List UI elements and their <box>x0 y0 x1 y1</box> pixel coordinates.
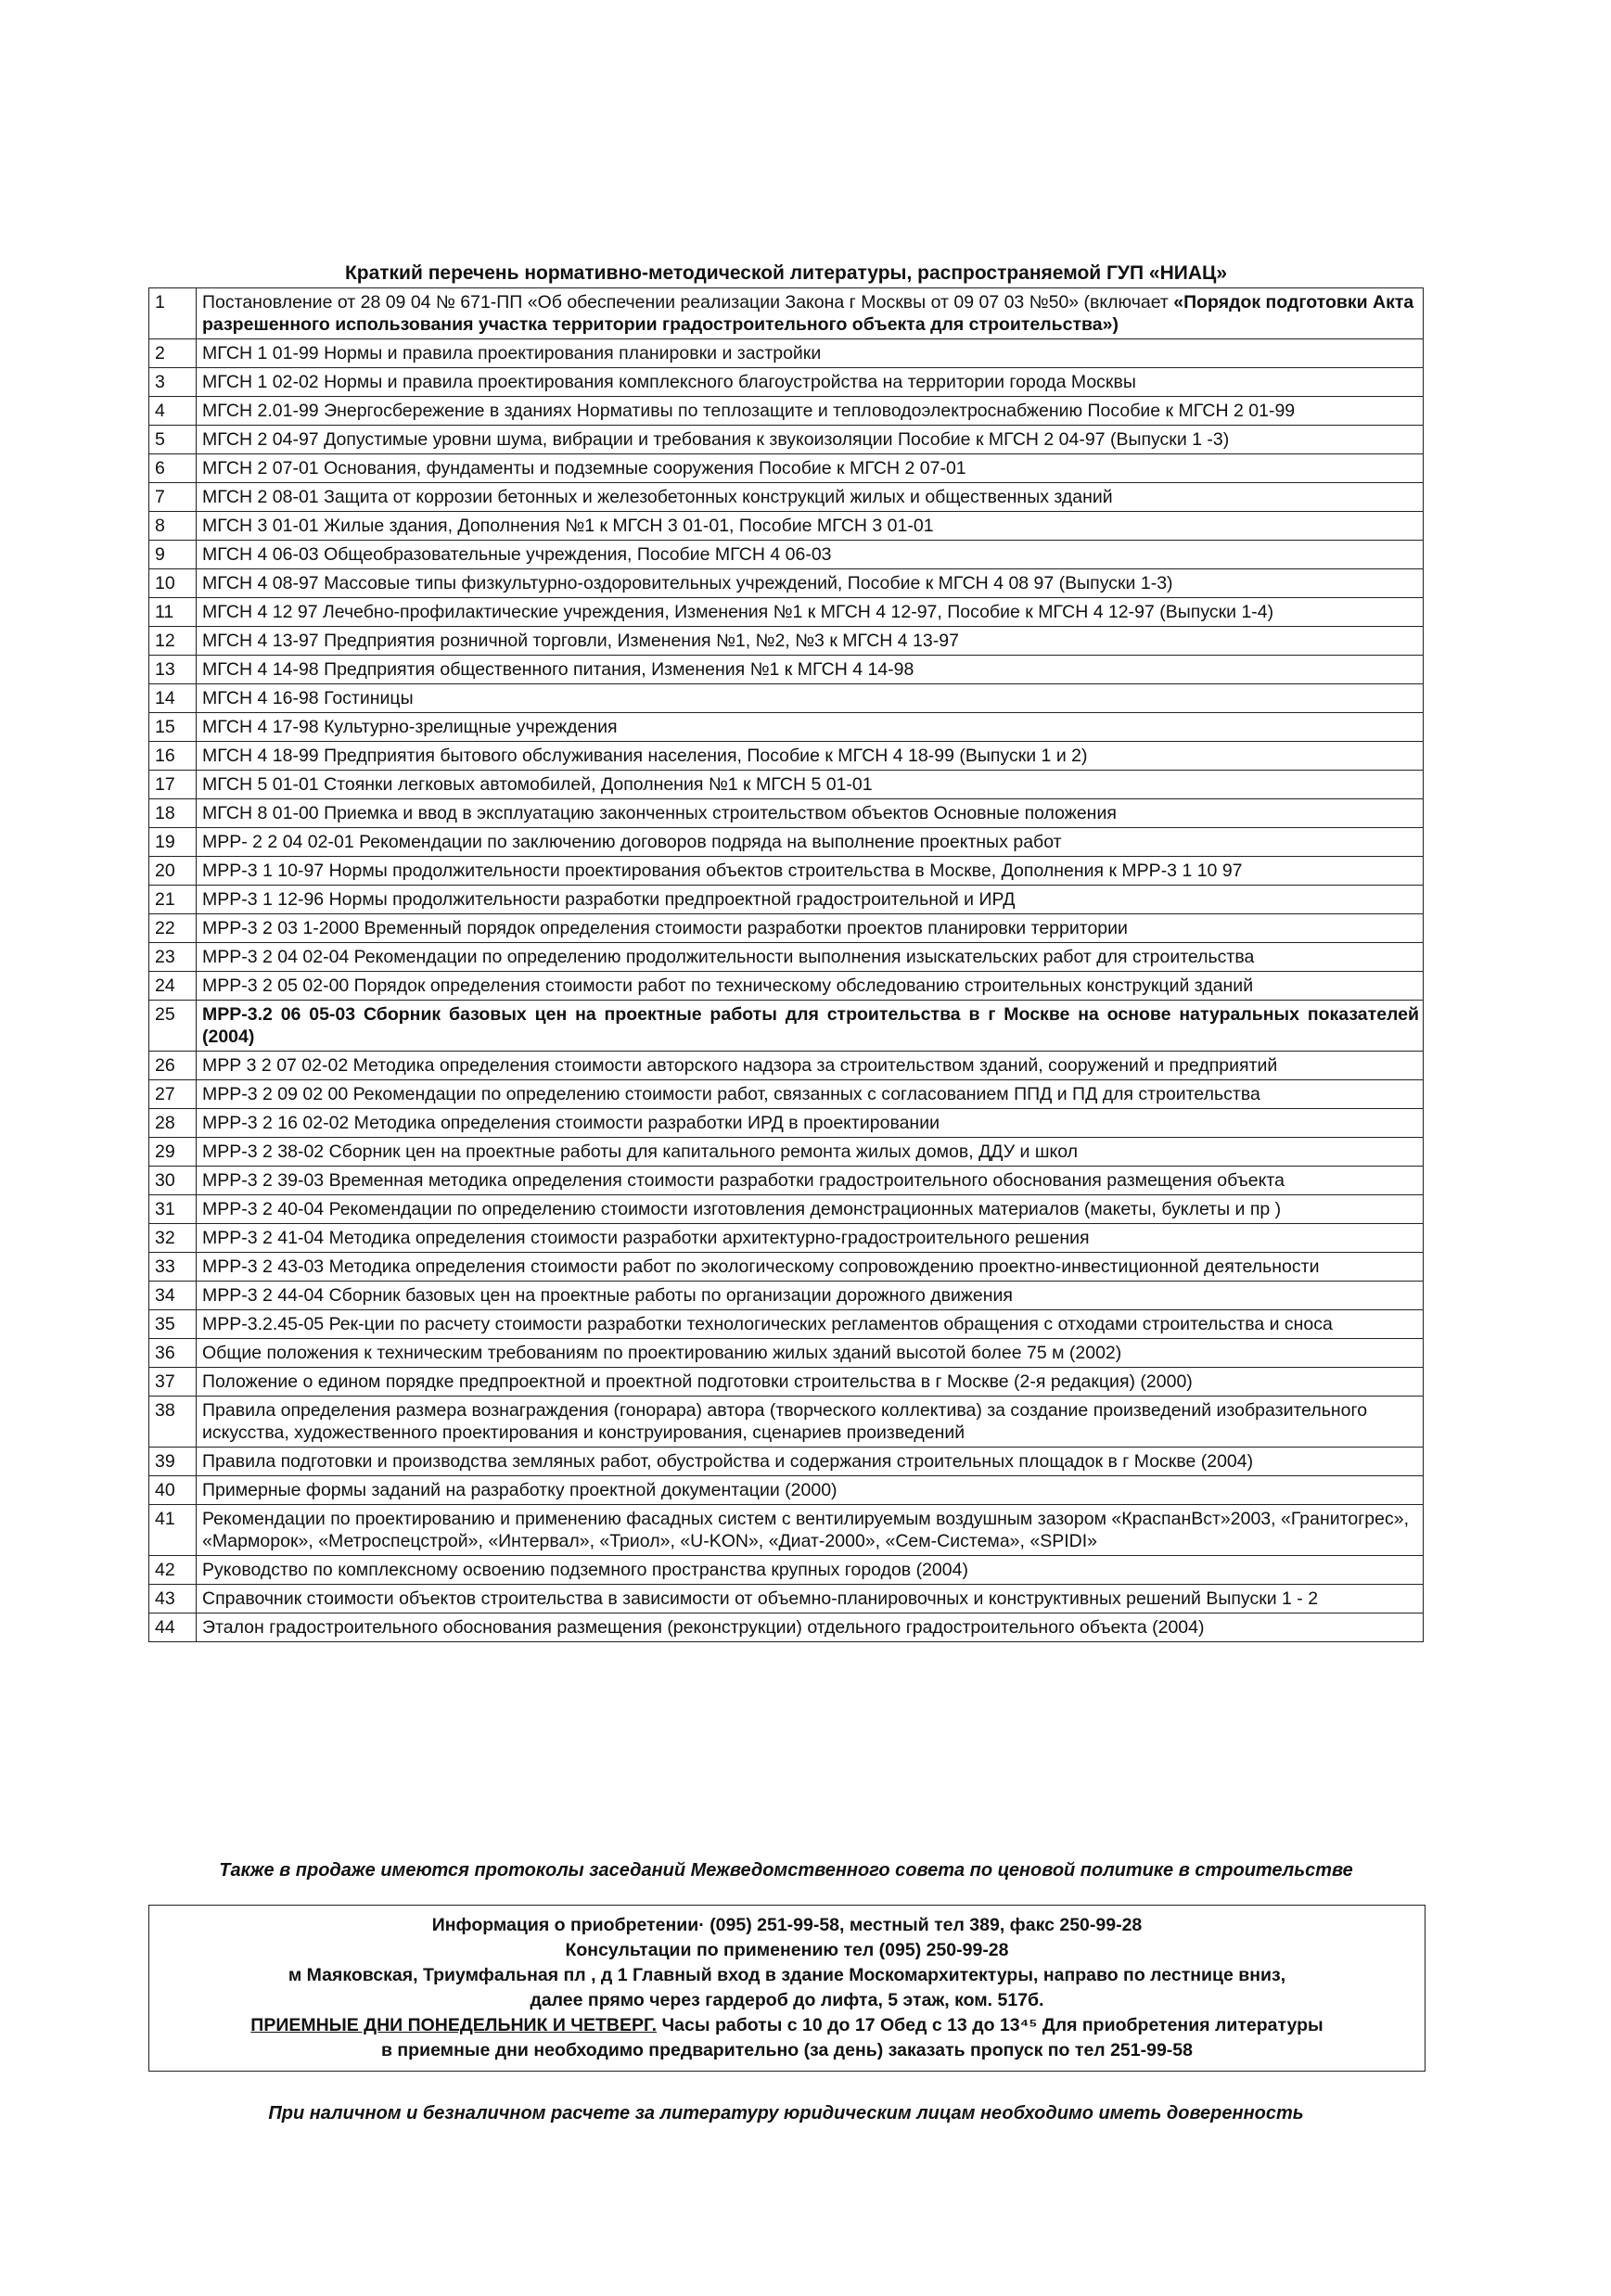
item-text: МРР-3 2 41-04 Методика определения стоимости разработки архитектурно-градостроительного решения <box>202 1228 1090 1248</box>
table-row <box>149 426 1424 454</box>
item-title <box>197 541 1424 569</box>
item-title <box>197 713 1424 742</box>
table-row <box>149 1397 1424 1448</box>
item-text: Руководство по комплексному освоению подземного пространства крупных городов (2004) <box>202 1560 968 1580</box>
table-row <box>149 1614 1424 1642</box>
item-text: МГСН 1 02-02 Нормы и правила проектирования комплексного благоустройства на территории города Москвы <box>202 372 1136 392</box>
item-number: 5 <box>149 426 197 454</box>
item-title <box>197 972 1424 1001</box>
table-row <box>149 483 1424 512</box>
table-row <box>149 454 1424 483</box>
item-number: 6 <box>149 454 197 483</box>
item-title <box>197 1253 1424 1282</box>
reception-hours <box>159 2013 1415 2038</box>
item-number: 43 <box>149 1585 197 1614</box>
item-title <box>197 1310 1424 1339</box>
item-text: МРР-3 1 10-97 Нормы продолжительности проектирования объектов строительства в Москве, Дополнения к МРР-3 1 10 97 <box>202 861 1243 881</box>
item-title <box>197 1138 1424 1167</box>
item-title <box>197 742 1424 771</box>
document-title: Краткий перечень нормативно-методической литературы, распространяемой ГУП «НИАЦ» <box>344 262 1228 284</box>
table-row <box>149 1368 1424 1397</box>
item-text: МРР-3 2 38-02 Сборник цен на проектные работы для капитального ремонта жилых домов, ДДУ и школ <box>202 1142 1079 1162</box>
table-row <box>149 1282 1424 1310</box>
item-text: МГСН 1 01-99 Нормы и правила проектирования планировки и застройки <box>202 343 822 364</box>
table-row <box>149 1476 1424 1505</box>
item-number: 15 <box>149 713 197 742</box>
item-title <box>197 1224 1424 1253</box>
item-text: МГСН 4 18-99 Предприятия бытового обслуживания населения, Пособие к МГСН 4 18-99 (Выпуски 1 и 2) <box>202 746 1088 766</box>
table-row <box>149 1052 1424 1080</box>
item-number: 20 <box>149 857 197 886</box>
table-row <box>149 1556 1424 1585</box>
table-row <box>149 684 1424 713</box>
item-number: 21 <box>149 886 197 914</box>
item-text: Постановление от 28 09 04 № 671-ПП «Об обеспечении реализации Закона г Москвы от 09 07 03 №50» (включает <box>202 292 1174 313</box>
table-row <box>149 339 1424 368</box>
item-text: МРР-3 1 12-96 Нормы продолжительности разработки предпроектной градостроительной и ИРД <box>202 889 1016 910</box>
item-title <box>197 1282 1424 1310</box>
item-title <box>197 828 1424 857</box>
item-number: 34 <box>149 1282 197 1310</box>
table-row <box>149 627 1424 656</box>
item-title <box>197 1109 1424 1138</box>
contact-info-box <box>148 1905 1426 2072</box>
table-row <box>149 1001 1424 1052</box>
item-text: МГСН 3 01-01 Жилые здания, Дополнения №1 к МГСН 3 01-01, Пособие МГСН 3 01-01 <box>202 516 934 536</box>
table-row <box>149 1224 1424 1253</box>
item-text: Примерные формы заданий на разработку проектной документации (2000) <box>202 1480 837 1500</box>
purchase-info: Информация о приобретении· (095) 251-99-58, местный тел 389, факс 250-99-28 <box>431 1915 1143 1935</box>
table-row <box>149 713 1424 742</box>
table-row <box>149 288 1424 339</box>
item-text: МГСН 8 01-00 Приемка и ввод в эксплуатацию законченных строительством объектов Основные положения <box>202 803 1117 823</box>
item-title <box>197 368 1424 397</box>
table-row <box>149 1339 1424 1368</box>
item-text: МГСН 4 06-03 Общеобразовательные учреждения, Пособие МГСН 4 06-03 <box>202 544 832 565</box>
item-text: МГСН 5 01-01 Стоянки легковых автомобилей, Дополнения №1 к МГСН 5 01-01 <box>202 774 873 795</box>
table-row <box>149 656 1424 684</box>
item-number: 12 <box>149 627 197 656</box>
pass-info: в приемные дни необходимо предварительно (за день) заказать пропуск по тел 251-99-58 <box>380 2040 1193 2060</box>
item-number: 32 <box>149 1224 197 1253</box>
table-row <box>149 1448 1424 1476</box>
item-text: МРР-3 2 16 02-02 Методика определения стоимости разработки ИРД в проектировании <box>202 1113 940 1133</box>
item-title <box>197 886 1424 914</box>
item-title <box>197 1476 1424 1505</box>
literature-table <box>148 287 1424 1642</box>
item-number: 44 <box>149 1614 197 1642</box>
item-number: 16 <box>149 742 197 771</box>
item-text: Правила определения размера вознаграждения (гонорара) автора (творческого коллектива) за создание произведений изобразительного искусства, художественного проектирования и конструирования, сценариев произведений <box>202 1400 1368 1443</box>
item-number: 26 <box>149 1052 197 1080</box>
table-row <box>149 512 1424 541</box>
item-number: 42 <box>149 1556 197 1585</box>
item-title <box>197 1080 1424 1109</box>
item-title <box>197 1614 1424 1642</box>
item-text: МРР-3 2 39-03 Временная методика определения стоимости разработки градостроительного обоснования размещения объекта <box>202 1170 1285 1191</box>
item-number: 30 <box>149 1167 197 1195</box>
item-number: 3 <box>149 368 197 397</box>
item-number: 2 <box>149 339 197 368</box>
table-row <box>149 943 1424 972</box>
item-number: 29 <box>149 1138 197 1167</box>
item-title <box>197 1505 1424 1556</box>
item-title <box>197 339 1424 368</box>
item-title <box>197 1167 1424 1195</box>
item-text: МРР- 2 2 04 02-01 Рекомендации по заключению договоров подряда на выполнение проектных работ <box>202 832 1062 852</box>
table-row <box>149 914 1424 943</box>
item-title <box>197 857 1424 886</box>
table-row <box>149 742 1424 771</box>
item-title <box>197 483 1424 512</box>
item-title <box>197 1001 1424 1052</box>
item-number: 18 <box>149 799 197 828</box>
item-text: МРР-3 2 09 02 00 Рекомендации по определению стоимости работ, связанных с согласованием ППД и ПД для строительства <box>202 1084 1260 1104</box>
table-row <box>149 1080 1424 1109</box>
item-title <box>197 1397 1424 1448</box>
item-text: МГСН 2 07-01 Основания, фундаменты и подземные сооружения Пособие к МГСН 2 07-01 <box>202 458 966 478</box>
item-title <box>197 569 1424 598</box>
item-text: Положение о едином порядке предпроектной и проектной подготовки строительства в г Москве (2-я редакция) (2000) <box>202 1371 1193 1392</box>
table-row <box>149 1167 1424 1195</box>
item-number: 28 <box>149 1109 197 1138</box>
item-number: 9 <box>149 541 197 569</box>
item-text: Эталон градостроительного обоснования размещения (реконструкции) отдельного градостроительного объекта (2004) <box>202 1617 1205 1638</box>
item-number: 41 <box>149 1505 197 1556</box>
working-hours: Часы работы с 10 до 17 Обед с 13 до 13⁴⁵ Для приобретения литературы <box>657 2015 1323 2035</box>
item-number: 37 <box>149 1368 197 1397</box>
item-number: 14 <box>149 684 197 713</box>
item-text: МГСН 2.01-99 Энергосбережение в зданиях Нормативы по теплозащите и тепловодоэлектроснабжению Пособие к МГСН 2 01-99 <box>202 401 1296 421</box>
item-number: 25 <box>149 1001 197 1052</box>
protocols-note: Также в продаже имеются протоколы заседаний Межведомственного совета по ценовой политике в строительстве <box>219 1860 1353 1881</box>
footer-note: При наличном и безналичном расчете за литературу юридическим лицам необходимо иметь доверенность <box>268 2103 1304 2124</box>
item-text: МГСН 4 08-97 Массовые типы физкультурно-оздоровительных учреждений, Пособие к МГСН 4 08 97 (Выпуски 1-3) <box>202 573 1173 593</box>
item-number: 39 <box>149 1448 197 1476</box>
item-title <box>197 627 1424 656</box>
item-number: 11 <box>149 598 197 627</box>
item-number: 19 <box>149 828 197 857</box>
table-row <box>149 1138 1424 1167</box>
item-text: МГСН 4 14-98 Предприятия общественного питания, Изменения №1 к МГСН 4 14-98 <box>202 659 914 680</box>
item-title <box>197 771 1424 799</box>
item-title <box>197 397 1424 426</box>
table-row <box>149 598 1424 627</box>
item-number: 13 <box>149 656 197 684</box>
item-text-bold: «Порядок подготовки Акта разрешенного использования участка территории градостроительного объекта для строительства») <box>202 292 1414 335</box>
item-title <box>197 1448 1424 1476</box>
item-number: 23 <box>149 943 197 972</box>
item-title <box>197 1368 1424 1397</box>
item-number: 40 <box>149 1476 197 1505</box>
item-title <box>197 426 1424 454</box>
consultation-info: Консультации по применению тел (095) 250-99-28 <box>565 1940 1009 1960</box>
item-title <box>197 288 1424 339</box>
item-text: МРР-3 2 04 02-04 Рекомендации по определению продолжительности выполнения изыскательских работ для строительства <box>202 947 1255 967</box>
item-text: МРР-3 2 44-04 Сборник базовых цен на проектные работы по организации дорожного движения <box>202 1285 1013 1306</box>
table-row <box>149 799 1424 828</box>
item-number: 4 <box>149 397 197 426</box>
item-text: МГСН 2 04-97 Допустимые уровни шума, вибрации и требования к звукоизоляции Пособие к МГСН 2 04-97 (Выпуски 1 -3) <box>202 429 1230 450</box>
item-text: МРР-3.2.45-05 Рек-ции по расчету стоимости разработки технологических регламентов обращения с отходами строительства и сноса <box>202 1314 1333 1334</box>
item-number: 38 <box>149 1397 197 1448</box>
table-row <box>149 368 1424 397</box>
table-row <box>149 1109 1424 1138</box>
item-number: 24 <box>149 972 197 1001</box>
item-text: МГСН 2 08-01 Защита от коррозии бетонных и железобетонных конструкций жилых и общественных зданий <box>202 487 1113 507</box>
item-title <box>197 598 1424 627</box>
item-text: МРР-3 2 05 02-00 Порядок определения стоимости работ по техническому обследованию строительных конструкций зданий <box>202 976 1254 996</box>
item-title <box>197 512 1424 541</box>
item-number: 27 <box>149 1080 197 1109</box>
item-number: 35 <box>149 1310 197 1339</box>
table-row <box>149 1310 1424 1339</box>
table-row <box>149 541 1424 569</box>
item-number: 17 <box>149 771 197 799</box>
literature-table-body <box>149 288 1424 1642</box>
item-text: МГСН 4 13-97 Предприятия розничной торговли, Изменения №1, №2, №3 к МГСН 4 13-97 <box>202 631 959 651</box>
item-title <box>197 799 1424 828</box>
table-row <box>149 1253 1424 1282</box>
item-text: МГСН 4 17-98 Культурно-зрелищные учреждения <box>202 717 618 737</box>
item-title <box>197 1195 1424 1224</box>
table-row <box>149 569 1424 598</box>
table-row <box>149 1195 1424 1224</box>
item-text: Общие положения к техническим требованиям по проектированию жилых зданий высотой более 75 м (2002) <box>202 1343 1122 1363</box>
item-number: 36 <box>149 1339 197 1368</box>
item-text: МГСН 4 16-98 Гостиницы <box>202 688 414 708</box>
reception-days: ПРИЕМНЫЕ ДНИ ПОНЕДЕЛЬНИК И ЧЕТВЕРГ. <box>250 2015 658 2035</box>
item-title <box>197 1556 1424 1585</box>
item-title <box>197 1585 1424 1614</box>
item-text: Правила подготовки и производства земляных работ, обустройства и содержания строительных площадок в г Москве (2004) <box>202 1451 1254 1472</box>
item-text: МРР-3.2 06 05-03 Сборник базовых цен на проектные работы для строительства в г Москве на основе натуральных показателей (2004) <box>202 1004 1419 1047</box>
item-title <box>197 454 1424 483</box>
address-info: м Маяковская, Триумфальная пл , д 1 Главный вход в здание Москомархитектуры, направо по лестнице вниз, <box>288 1965 1286 1985</box>
table-row <box>149 397 1424 426</box>
item-number: 22 <box>149 914 197 943</box>
table-row <box>149 1585 1424 1614</box>
item-number: 31 <box>149 1195 197 1224</box>
table-row <box>149 1505 1424 1556</box>
item-text: Справочник стоимости объектов строительства в зависимости от объемно-планировочных и конструктивных решений Выпуски 1 - 2 <box>202 1588 1319 1609</box>
item-number: 7 <box>149 483 197 512</box>
item-title <box>197 656 1424 684</box>
item-text: МГСН 4 12 97 Лечебно-профилактические учреждения, Изменения №1 к МГСН 4 12-97, Пособие к МГСН 4 12-97 (Выпуски 1-4) <box>202 602 1274 622</box>
item-number: 10 <box>149 569 197 598</box>
item-number: 33 <box>149 1253 197 1282</box>
item-title <box>197 914 1424 943</box>
item-number: 8 <box>149 512 197 541</box>
table-row <box>149 886 1424 914</box>
item-title <box>197 684 1424 713</box>
item-text: Рекомендации по проектированию и применению фасадных систем с вентилируемым воздушным зазором «КраспанВст»2003, «Гранитогрес», «Марморок», «Метроспецстрой», «Интервал», «Триол», «U-KON», «Диат-2000», «Сем-Система», «SPIDI» <box>202 1509 1410 1551</box>
table-row <box>149 771 1424 799</box>
item-number: 1 <box>149 288 197 339</box>
item-text: МРР-3 2 43-03 Методика определения стоимости работ по экологическому сопровождению проектно-инвестиционной деятельности <box>202 1256 1320 1277</box>
item-title <box>197 1339 1424 1368</box>
table-row <box>149 828 1424 857</box>
address-info-cont: далее прямо через гардероб до лифта, 5 этаж, ком. 517б. <box>530 1990 1044 2010</box>
item-title <box>197 1052 1424 1080</box>
table-row <box>149 857 1424 886</box>
item-text: МРР 3 2 07 02-02 Методика определения стоимости авторского надзора за строительством зданий, сооружений и предприятий <box>202 1055 1278 1076</box>
item-text: МРР-3 2 03 1-2000 Временный порядок определения стоимости разработки проектов планировки территории <box>202 918 1128 938</box>
table-row <box>149 972 1424 1001</box>
item-text: МРР-3 2 40-04 Рекомендации по определению стоимости изготовления демонстрационных материалов (макеты, буклеты и пр ) <box>202 1199 1282 1219</box>
item-title <box>197 943 1424 972</box>
